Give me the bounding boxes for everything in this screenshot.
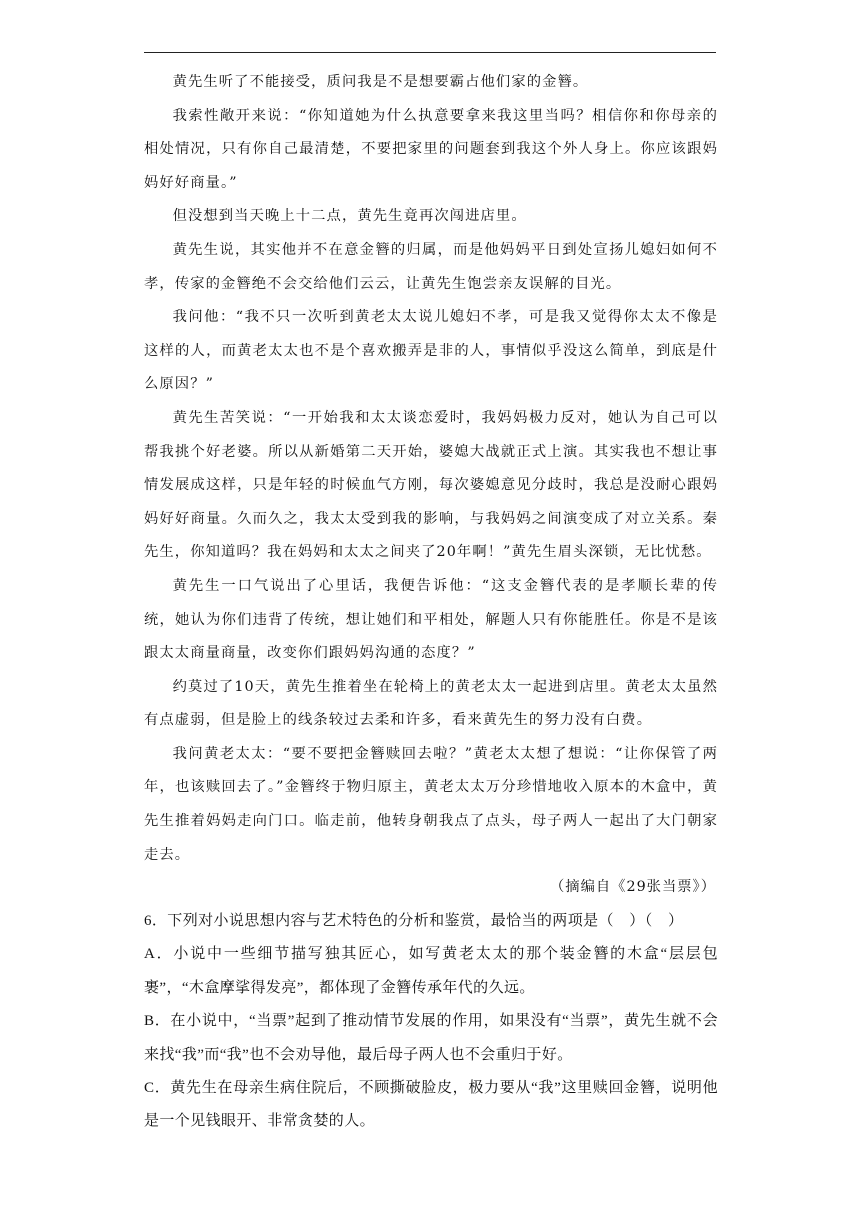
story-paragraph: 黄先生一口气说出了心里话，我便告诉他：“这支金簪代表的是孝顺长辈的传统，她认为你们违背了传统，想让她们和平相处，解题人只有你能胜任。你是不是该跟太太商量商量，改变你们跟妈妈沟通的态度？”	[144, 577, 718, 662]
story-paragraph: 黄先生说，其实他并不在意金簪的归属，而是他妈妈平日到处宣扬儿媳妇如何不孝，传家的金簪绝不会交给他们云云，让黄先生饱尝亲友误解的目光。	[144, 241, 718, 292]
source-citation: （摘编自《29张当票》）	[549, 879, 716, 895]
option-a: A．小说中一些细节描写独其匠心，如写黄老太太的那个装金簪的木盒“层层包裹”，“木盒摩挲得发亮”，都体现了金簪传承年代的久远。	[144, 946, 718, 996]
story-paragraph: 我索性敞开来说：“你知道她为什么执意要拿来我这里当吗？相信你和你母亲的相处情况，只有你自己最清楚，不要把家里的问题套到我这个外人身上。你应该跟妈妈好好商量。”	[144, 107, 718, 191]
header-rule	[144, 52, 716, 53]
story-paragraph: 我问他：“我不只一次听到黄老太太说儿媳妇不孝，可是我又觉得你太太不像是这样的人，而黄老太太也不是个喜欢搬弄是非的人，事情似乎没这么简单，到底是什么原因？”	[144, 309, 718, 393]
story-paragraph: 但没想到当天晚上十二点，黄先生竟再次闯进店里。	[172, 208, 527, 225]
story-paragraph: 我问黄老太太：“要不要把金簪赎回去啦？”黄老太太想了想说：“让你保管了两年，也该赎回去了。”金簪终于物归原主，黄老太太万分珍惜地收入原本的木盒中，黄先生推着妈妈走向门口。临走前，他转身朝我点了点头，母子两人一起出了大门朝家走去。	[144, 745, 718, 863]
story-excerpt	[144, 66, 718, 872]
story-paragraph: 黄先生听了不能接受，质问我是不是想要霸占他们家的金簪。	[172, 74, 589, 90]
option-c: C．黄先生在母亲生病住院后，不顾撕破脸皮，极力要从“我”这里赎回金簪，说明他是一个见钱眼开、非常贪婪的人。	[144, 1080, 718, 1130]
question-stem: 6．下列对小说思想内容与艺术特色的分析和鉴赏，最恰当的两项是（ ）（ ）	[144, 913, 684, 929]
option-b: B．在小说中，“当票”起到了推动情节发展的作用，如果没有“当票”，黄先生就不会来找“我”而“我”也不会劝导他，最后母子两人也不会重归于好。	[144, 1013, 718, 1063]
question-6	[144, 905, 718, 1139]
story-paragraph: 黄先生苦笑说：“一开始我和太太谈恋爱时，我妈妈极力反对，她认为自己可以帮我挑个好老婆。所以从新婚第二天开始，婆媳大战就正式上演。其实我也不想让事情发展成这样，只是年轻的时候血气方刚，每次婆媳意见分歧时，我总是没耐心跟妈妈好好商量。久而久之，我太太受到我的影响，与我妈妈之间演变成了对立关系。秦先生，你知道吗？我在妈妈和太太之间夹了20年啊！”黄先生眉头深锁，无比忧愁。	[144, 409, 718, 561]
story-paragraph: 约莫过了10天，黄先生推着坐在轮椅上的黄老太太一起进到店里。黄老太太虽然有点虚弱，但是脸上的线条较过去柔和许多，看来黄先生的努力没有白费。	[144, 678, 718, 729]
